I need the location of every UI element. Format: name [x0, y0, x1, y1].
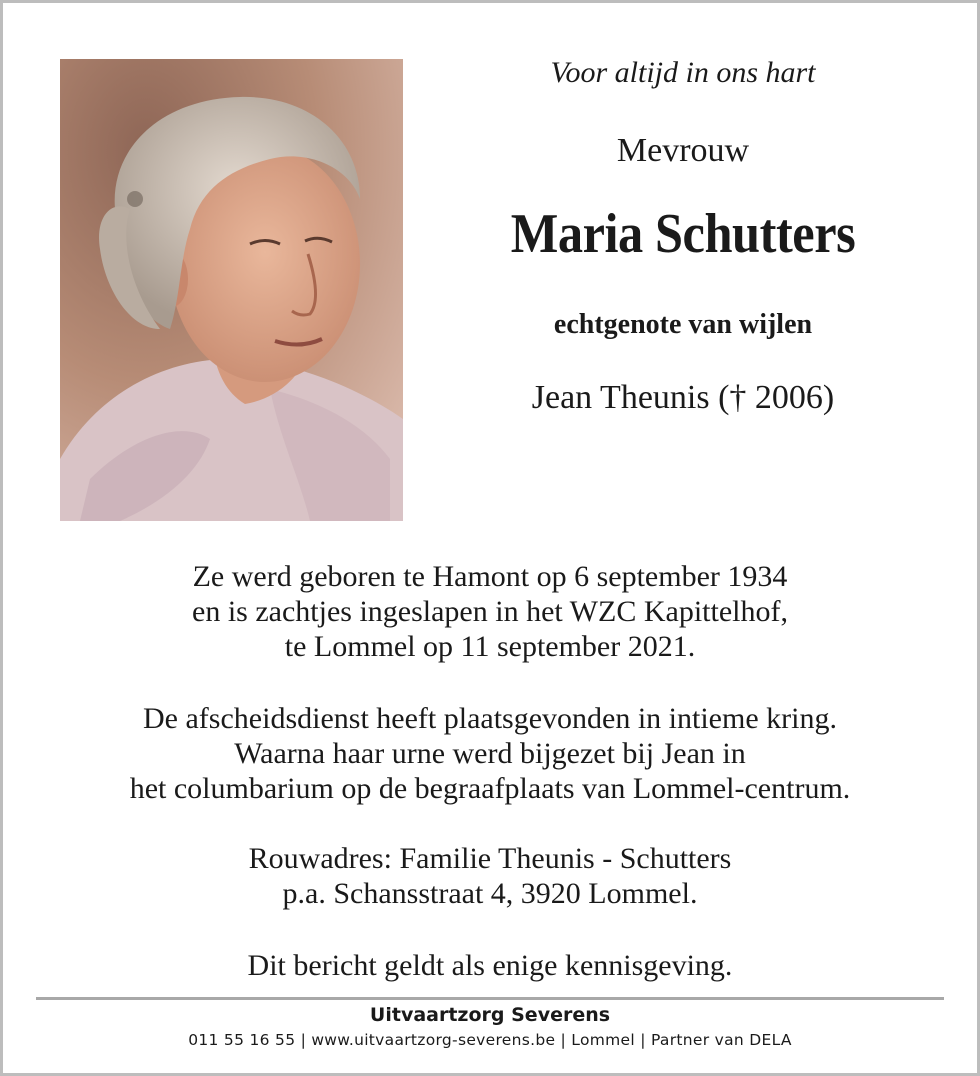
portrait-photo: [60, 59, 403, 521]
birth-death-paragraph: [3, 559, 977, 664]
text-line: het columbarium op de begraafplaats van Lommel-centrum.: [129, 772, 851, 805]
header-block: [433, 51, 933, 416]
relation-text: echtgenote van wijlen: [553, 309, 813, 340]
address-paragraph: [3, 841, 977, 911]
funeral-company-contact: 011 55 16 55 | www.uitvaartzorg-severens.be | Lommel | Partner van DELA: [188, 1031, 792, 1049]
tagline: Voor altijd in ons hart: [550, 56, 816, 89]
footer-divider: [36, 997, 944, 1000]
honorific-title: Mevrouw: [616, 132, 750, 169]
text-line: Ze werd geboren te Hamont op 6 september 1934: [192, 560, 788, 593]
deceased-name: Maria Schutters: [510, 203, 856, 265]
service-paragraph: [3, 701, 977, 806]
text-line: te Lommel op 11 september 2021.: [284, 630, 696, 663]
funeral-company-name: Uitvaartzorg Severens: [369, 1004, 611, 1026]
closing-line: Dit bericht geldt als enige kennisgeving.: [247, 949, 733, 982]
spouse-name: Jean Theunis († 2006): [531, 379, 835, 416]
closing-paragraph: [3, 948, 977, 983]
text-line: Rouwadres: Familie Theunis - Schutters: [248, 842, 732, 875]
text-line: en is zachtjes ingeslapen in het WZC Kapittelhof,: [192, 595, 788, 628]
text-line: p.a. Schansstraat 4, 3920 Lommel.: [282, 877, 698, 910]
text-line: Waarna haar urne werd bijgezet bij Jean in: [234, 737, 746, 770]
text-line: De afscheidsdienst heeft plaatsgevonden in intieme kring.: [143, 702, 837, 735]
